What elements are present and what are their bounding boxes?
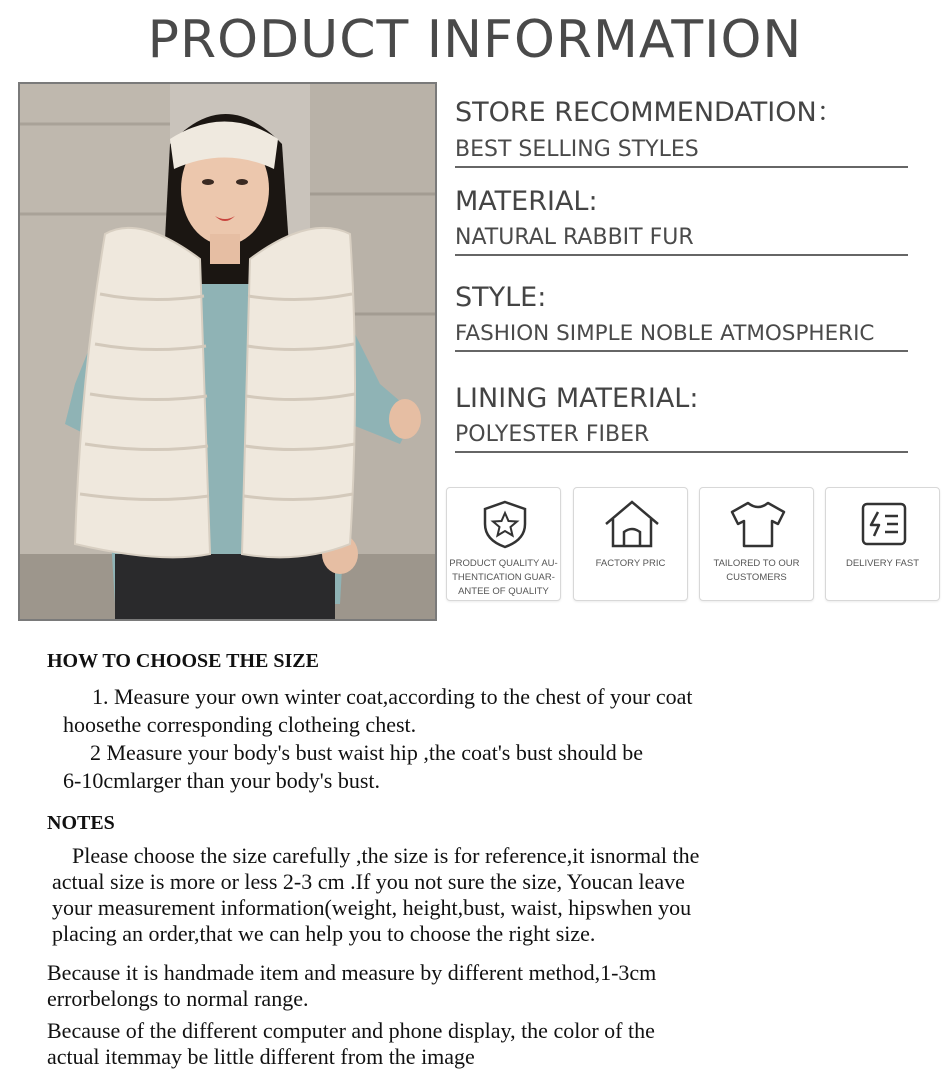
spec-value: BEST SELLING STYLES [455,137,699,162]
feature-label: TAILORED TO OUR CUSTOMERS [713,558,800,583]
divider [455,350,908,352]
notes-paragraph-2-line-2: errorbelongs to normal range. [47,986,309,1011]
feature-label: PRODUCT QUALITY AU- THENTICATION GUAR- ANTEE OF QUALITY [449,558,558,597]
notes-paragraph-2-line-1: Because it is handmade item and measure by different method,1-3cm [47,960,657,985]
divider [455,254,908,256]
spec-value: FASHION SIMPLE NOBLE ATMOSPHERIC [455,321,875,346]
spec-style [455,282,915,352]
feature-card-delivery [825,487,940,601]
spec-label: STYLE: [455,282,547,313]
notes-paragraph-1-line-3: your measurement information(weight, height,bust, waist, hipswhen you [52,895,692,920]
feature-card-quality [446,487,561,601]
size-step-1-line-2: hoosethe corresponding clotheing chest. [63,712,417,737]
spec-label: LINING MATERIAL: [455,383,699,414]
feature-card-factory-price [573,487,688,601]
spec-value: POLYESTER FIBER [455,422,650,447]
spec-material [455,186,915,256]
shield-star-icon [447,498,562,550]
spec-label: MATERIAL: [455,186,598,217]
notes-paragraph-3-line-2: actual itemmay be little different from the image [47,1044,475,1069]
spec-store-recommendation [455,90,915,168]
size-step-2-line-2: 6-10cmlarger than your body's bust. [63,768,381,793]
spec-value: NATURAL RABBIT FUR [455,225,694,250]
feature-card-tailored [699,487,814,601]
size-guide-heading: HOW TO CHOOSE THE SIZE [47,650,319,672]
notes-paragraph-1-line-4: placing an order,that we can help you to choose the right size. [52,921,596,946]
size-step-1-line-1: 1. Measure your own winter coat,according to the chest of your coat [92,684,693,709]
model-in-fur-vest-image [20,84,435,619]
tshirt-icon [700,498,815,550]
notes-paragraph-3-line-1: Because of the different computer and phone display, the color of the [47,1018,655,1043]
spec-lining-material [455,383,915,453]
page-title: PRODUCT INFORMATION [147,10,803,70]
size-step-2-line-1: 2 Measure your body's bust waist hip ,the coat's bust should be [90,740,643,765]
spec-label: STORE RECOMMENDATION： [455,97,844,128]
feature-label: DELIVERY FAST [845,558,920,569]
feature-label: FACTORY PRIC [595,558,666,569]
notes-paragraph-1-line-1: Please choose the size carefully ,the size is for reference,it isnormal the [72,843,700,868]
divider [455,166,908,168]
product-photo [18,82,437,621]
notes-paragraph-1-line-2: actual size is more or less 2-3 cm .If you not sure the size, Youcan leave [52,869,685,894]
house-icon [574,498,689,550]
notes-heading: NOTES [47,812,115,834]
divider [455,451,908,453]
delivery-icon [826,498,941,550]
